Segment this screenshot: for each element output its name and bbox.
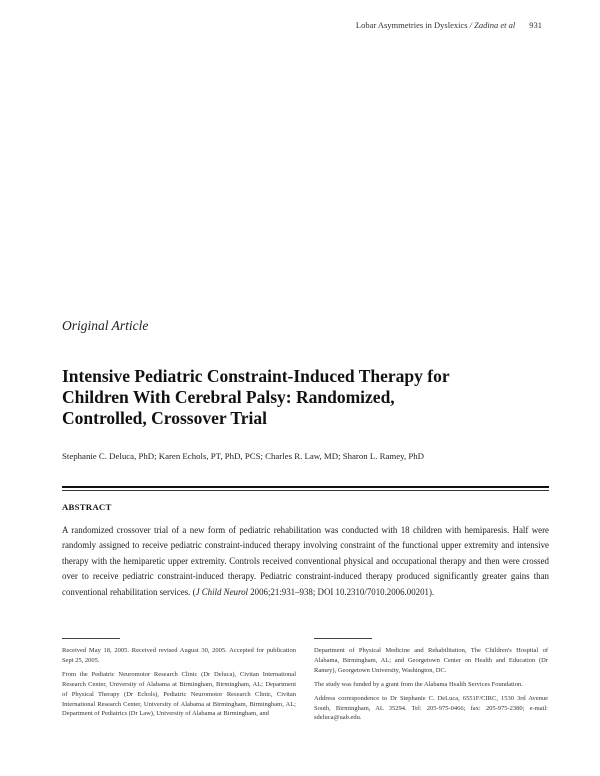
- running-head: [356, 20, 542, 30]
- footnotes-right-column: [314, 646, 548, 727]
- footnote-rule-left: [62, 638, 120, 639]
- title-line-1: Intensive Pediatric Constraint-Induced Therapy for: [62, 366, 450, 386]
- abstract-body: [62, 523, 549, 600]
- abstract-rule-thin: [62, 490, 549, 491]
- footnote-affiliations: From the Pediatric Neuromotor Research Clinic (Dr Deluca), Civitan International Research Center, University of Alabama at Birmingham, Birmingham, AL; Department of Physical Therapy (Dr Echols), Pediatric Neuromotor Research Clinic, Civitan International Research Center, University of Alabama at Birmingham, Birmingham, AL; Department of Pediatrics (Dr Law), University of Alabama at Birmingham, and: [62, 670, 296, 718]
- footnotes-left-column: [62, 646, 296, 723]
- running-head-text: [356, 20, 515, 30]
- article-title: [62, 366, 552, 429]
- footnote-received: Received May 18, 2005. Received revised August 30, 2005. Accepted for publication Sept 25, 2005.: [62, 647, 296, 664]
- article-type: Original Article: [62, 318, 149, 333]
- page-number: 931: [529, 20, 542, 30]
- citation-details: 2006;21:931–938; DOI 10.2310/7010.2006.00201).: [248, 586, 435, 597]
- title-line-2: Children With Cerebral Palsy: Randomized,: [62, 387, 395, 407]
- running-head-title: Lobar Asymmetries in Dyslexics: [355, 20, 468, 30]
- journal-citation: J Child Neurol: [195, 586, 249, 597]
- footnote-affiliations-cont: Department of Physical Medicine and Rehabilitation, The Children's Hospital of Alabama, Birmingham, AL; and Georgetown Center on Health and Education (Dr Ramey), Georgetown University, Washington, DC.: [314, 647, 548, 674]
- running-head-authors: / Zadina et al: [469, 20, 516, 30]
- abstract-rule-thick: [62, 486, 549, 488]
- footnote-correspondence: Address correspondence to Dr Stephanie C. DeLuca, 6551F/CIRC, 1530 3rd Avenue South, Birmingham, AL 35294. Tel: 205-975-0466; fax: 205-975-2380; e-mail: sdeluca@uab.edu.: [314, 694, 548, 722]
- abstract-heading: ABSTRACT: [62, 502, 112, 512]
- title-line-3: Controlled, Crossover Trial: [62, 408, 267, 428]
- author-list: Stephanie C. Deluca, PhD; Karen Echols, PT, PhD, PCS; Charles R. Law, MD; Sharon L. Ramey, PhD: [62, 451, 425, 461]
- abstract-text: A randomized crossover trial of a new form of pediatric rehabilitation was conducted with 18 children with hemiparesis. Half were randomly assigned to receive pediatric constraint-induced therapy involving constraint of the functional upper extremity and intensive therapy with the hemiparetic upper extremity. Controls received conventional physical and occupational therapy and then were crossed over to receive pediatric constraint-induced therapy. Pediatric constraint-induced therapy produced significantly greater gains than conventional rehabilitation services. (: [62, 525, 549, 597]
- footnote-rule-right: [314, 638, 372, 639]
- footnote-funding: The study was funded by a grant from the Alabama Health Services Foundation.: [314, 680, 523, 688]
